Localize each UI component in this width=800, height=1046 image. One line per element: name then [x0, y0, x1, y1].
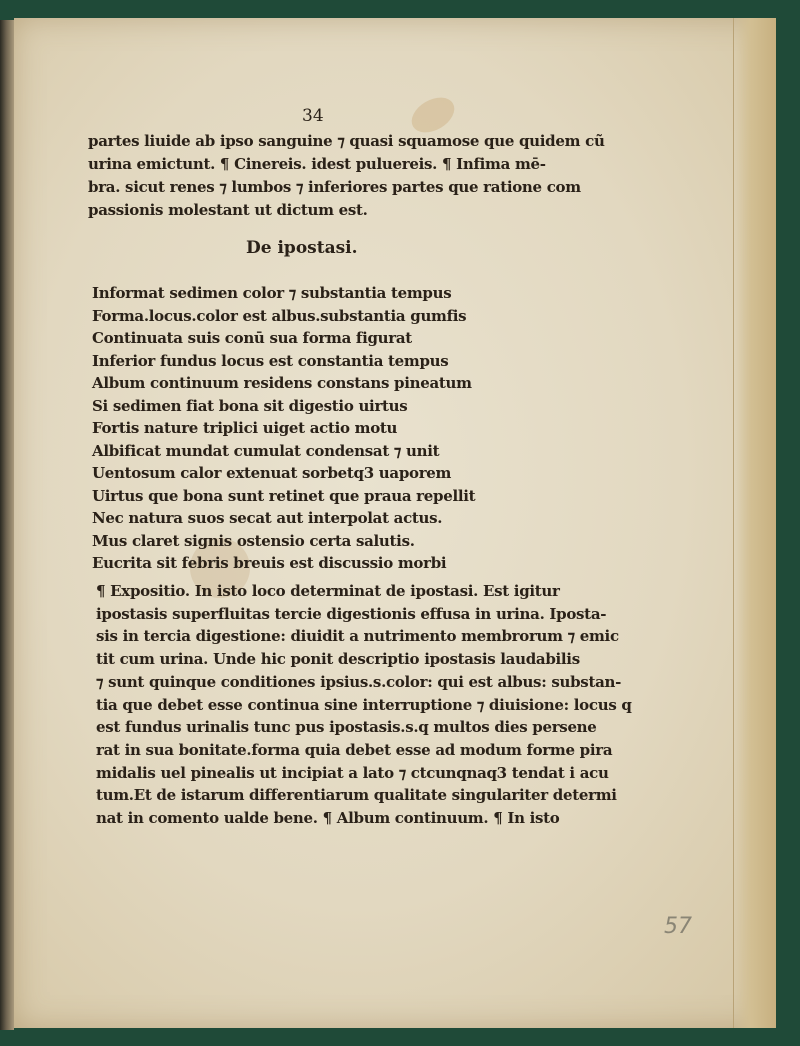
commentary-line: ¶ Expositio. In isto loco determinat de ipostasi. Est igitur: [96, 582, 560, 600]
text-line: partes liuide ab ipso sanguine ⁊ quasi squamose que quidem cũ: [88, 132, 605, 150]
verse-line: Fortis nature triplici uiget actio motu: [92, 419, 398, 437]
section-heading: De ipostasi.: [246, 238, 358, 258]
verse-line: Inferior fundus locus est constantia tempus: [92, 351, 449, 370]
commentary-line: sis in tercia digestione: diuidit a nutrimento membrorum ⁊ emic: [96, 627, 619, 646]
binding-edge: [0, 20, 14, 1030]
commentary-line: est fundus urinalis tunc pus ipostasis.s.q multos dies persene: [96, 718, 597, 737]
commentary-line: tia que debet esse continua sine interruptione ⁊ diuisione: locus q: [96, 695, 632, 714]
verse-line: Nec natura suos secat aut interpolat actus.: [92, 509, 443, 527]
verse-line: Uentosum calor extenuat sorbetq3 uaporem: [92, 464, 452, 482]
verse-line: Continuata suis conū sua forma figurat: [92, 329, 412, 347]
verse-line: Albificat mundat cumulat condensat ⁊ unit: [92, 441, 440, 460]
commentary-line: ⁊ sunt quinque conditiones ipsius.s.color: qui est albus: substan-: [96, 672, 622, 691]
commentary-line: ipostasis superfluitas tercie digestionis effusa in urina. Iposta-: [96, 604, 607, 623]
text-line: bra. sicut renes ⁊ lumbos ⁊ inferiores partes que ratione com: [88, 178, 581, 196]
verse-line: Eucrita sit febris breuis est discussio morbi: [92, 554, 447, 572]
commentary-line: rat in sua bonitate.forma quia debet esse ad modum forme pira: [96, 740, 613, 759]
commentary-paragraph: [96, 580, 632, 830]
pencil-foliation: 57: [664, 914, 692, 939]
folio-number: 34: [302, 106, 324, 126]
verse-block: [92, 282, 475, 575]
page-fore-edge: [733, 18, 776, 1028]
verse-line: Si sedimen fiat bona sit digestio uirtus: [92, 396, 408, 415]
commentary-line: tit cum urina. Unde hic ponit descriptio ipostasis laudabilis: [96, 650, 580, 669]
text-line: urina emictunt. ¶ Cinereis. idest puluereis. ¶ Infima mē-: [88, 155, 546, 173]
commentary-line: tum.Et de istarum differentiarum qualitate singulariter determi: [96, 786, 617, 805]
verse-line: Uirtus que bona sunt retinet que praua repellit: [92, 486, 476, 505]
verse-line: Informat sedimen color ⁊ substantia tempus: [92, 284, 452, 302]
verse-line: Mus claret signis ostensio certa salutis.: [92, 531, 415, 550]
commentary-line: nat in comento ualde bene. ¶ Album continuum. ¶ In isto: [96, 809, 560, 828]
verse-line: Album continuum residens constans pineatum: [92, 374, 472, 392]
intro-paragraph: [88, 130, 605, 222]
verse-line: Forma.locus.color est albus.substantia gumfis: [92, 306, 467, 325]
commentary-line: midalis uel pinealis ut incipiat a lato ⁊ ctcunqnaq3 tendat i acu: [96, 763, 609, 782]
text-line: passionis molestant ut dictum est.: [88, 201, 368, 219]
